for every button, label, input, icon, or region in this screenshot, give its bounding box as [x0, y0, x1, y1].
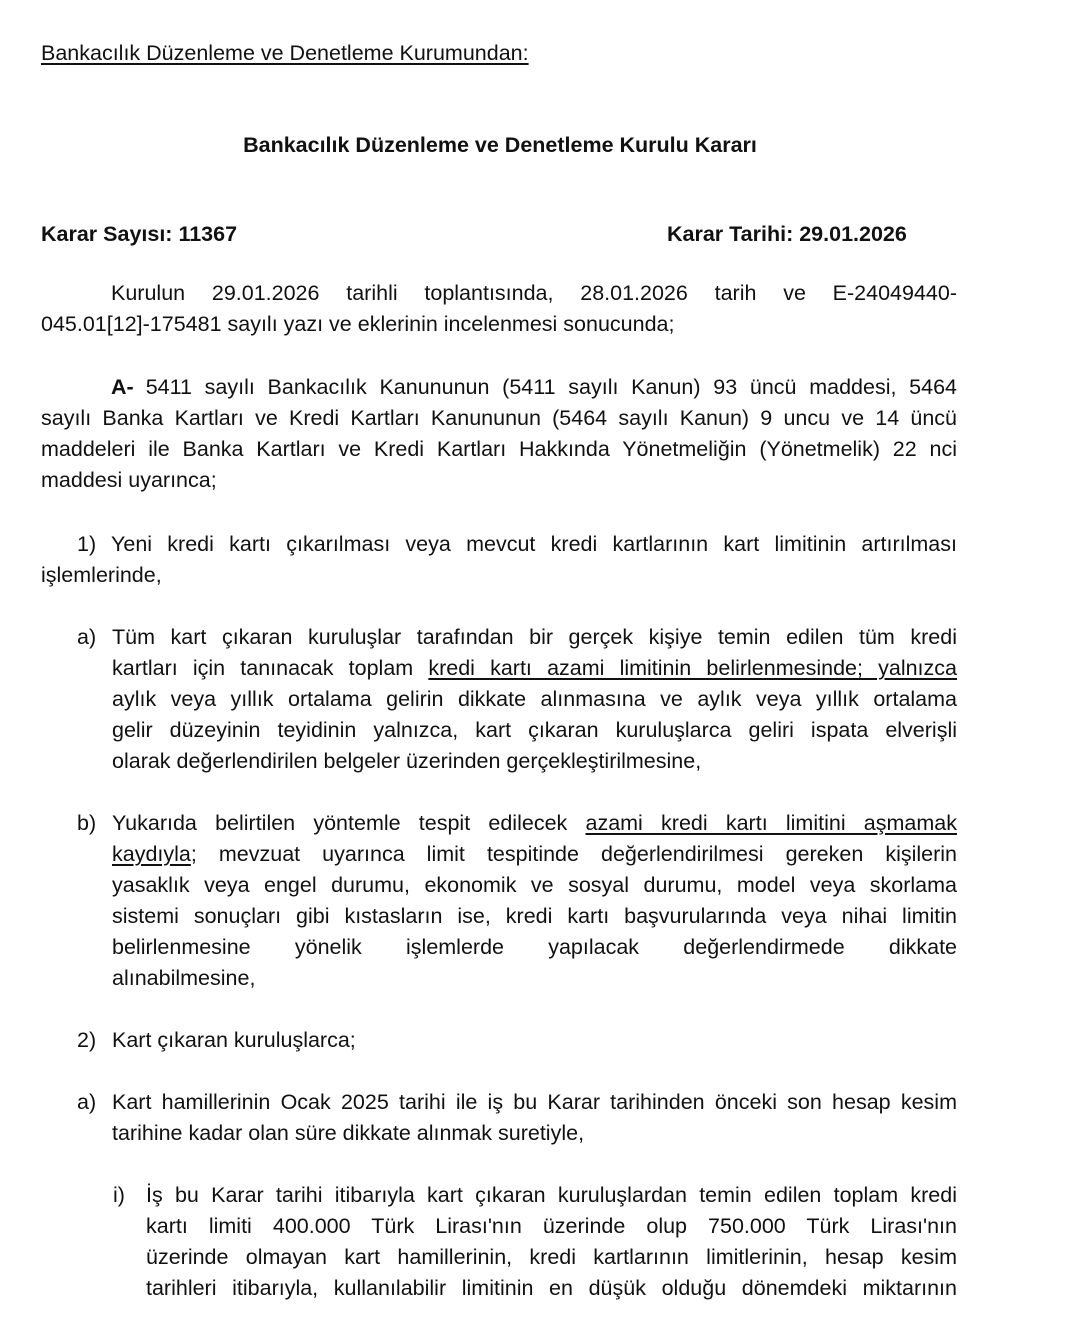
decision-title: Bankacılık Düzenleme ve Denetleme Kurulu Kararı — [243, 133, 757, 157]
institution-heading: Bankacılık Düzenleme ve Denetleme Kurumundan: — [41, 41, 529, 65]
item-1b-line-2-text: ; mevzuat uyarınca limit tespitinde değerlendirilmesi gereken kişilerin — [190, 842, 957, 866]
section-a-text-1: 5411 sayılı Bankacılık Kanununun (5411 sayılı Kanun) 93 üncü maddesi, 5464 — [145, 375, 957, 399]
item-1b-line-3: yasaklık veya engel durumu, ekonomik ve sosyal durumu, model veya skorlama — [112, 873, 957, 897]
item-2a-i-label: i) — [113, 1183, 125, 1207]
section-a-line-3: maddeleri ile Banka Kartları ve Kredi Kartları Hakkında Yönetmeliğin (Yönetmelik) 22 nci — [41, 437, 957, 461]
item-1b-line-1-text: Yukarıda belirtilen yöntemle tespit edilecek — [112, 811, 586, 835]
item-1a-underlined-text: kredi kartı azami limitinin belirlenmesinde; yalnızca — [428, 656, 957, 680]
item-1-line-1: 1) Yeni kredi kartı çıkarılması veya mevcut kredi kartlarının kart limitinin artırılması — [77, 532, 957, 556]
item-2a-i-line-3: üzerinde olmayan kart hamillerinin, kredi kartlarının limitlerinin, hesap kesim — [146, 1245, 957, 1269]
item-1a-line-3: aylık veya yıllık ortalama gelirin dikkate alınmasına ve aylık veya yıllık ortalama — [112, 687, 957, 711]
intro-line-2: 045.01[12]-175481 sayılı yazı ve eklerinin incelenmesi sonucunda; — [41, 312, 675, 336]
item-1a-label: a) — [77, 625, 97, 649]
section-a-line-4: maddesi uyarınca; — [41, 468, 217, 492]
item-2a-line-2: tarihine kadar olan süre dikkate alınmak suretiyle, — [112, 1121, 585, 1145]
item-1a-line-1: Tüm kart çıkaran kuruluşlar tarafından bir gerçek kişiye temin edilen tüm kredi — [112, 625, 957, 649]
decision-number: Karar Sayısı: 11367 — [41, 222, 238, 246]
intro-line-1: Kurulun 29.01.2026 tarihli toplantısında, 28.01.2026 tarih ve E-24049440- — [111, 281, 957, 305]
item-2-label: 2) — [77, 1028, 97, 1052]
item-2a-i-line-4: tarihleri itibarıyla, kullanılabilir limitinin en düşük olduğu dönemdeki miktarının — [146, 1276, 957, 1300]
item-1b-line-5: belirlenmesine yönelik işlemlerde yapılacak değerlendirmede dikkate — [112, 935, 957, 959]
item-1b-label: b) — [77, 811, 97, 835]
item-1-line-2: işlemlerinde, — [41, 563, 162, 587]
item-1a-line-4: gelir düzeyinin teyidinin yalnızca, kart çıkaran kuruluşlarca geliri ispata elverişli — [112, 718, 957, 742]
item-2-text: Kart çıkaran kuruluşlarca; — [112, 1028, 356, 1052]
item-1a-line-5: olarak değerlendirilen belgeler üzerinden gerçekleştirilmesine, — [112, 749, 702, 773]
section-a-label: A- — [111, 375, 134, 399]
item-1b-line-1 — [112, 808, 957, 839]
section-a-line-2: sayılı Banka Kartları ve Kredi Kartları Kanununun (5464 sayılı Kanun) 9 uncu ve 14 üncü — [41, 406, 957, 430]
item-1a-line-2 — [112, 653, 957, 684]
decision-date: Karar Tarihi: 29.01.2026 — [667, 222, 907, 246]
item-2a-i-line-1: İş bu Karar tarihi itibarıyla kart çıkaran kuruluşlardan temin edilen toplam kredi — [146, 1183, 957, 1207]
item-2a-line-1: Kart hamillerinin Ocak 2025 tarihi ile iş bu Karar tarihinden önceki son hesap kesim — [112, 1090, 957, 1114]
item-1b-underlined-text-2: kaydıyla — [112, 842, 191, 866]
item-1b-line-4: sistemi sonuçları gibi kıstasların ise, kredi kartı başvurularında veya nihai limitin — [112, 904, 957, 928]
item-1b-line-2 — [112, 839, 957, 870]
section-a-line-1 — [111, 372, 957, 403]
item-1a-line-2-text: kartları için tanınacak toplam — [112, 656, 429, 680]
item-2a-i-line-2: kartı limiti 400.000 Türk Lirası'nın üzerinde olup 750.000 Türk Lirası'nın — [146, 1214, 957, 1238]
item-2a-label: a) — [77, 1090, 97, 1114]
item-1b-underlined-text-1: azami kredi kartı limitini aşmamak — [585, 811, 957, 835]
item-1b-line-6: alınabilmesine, — [112, 966, 256, 990]
